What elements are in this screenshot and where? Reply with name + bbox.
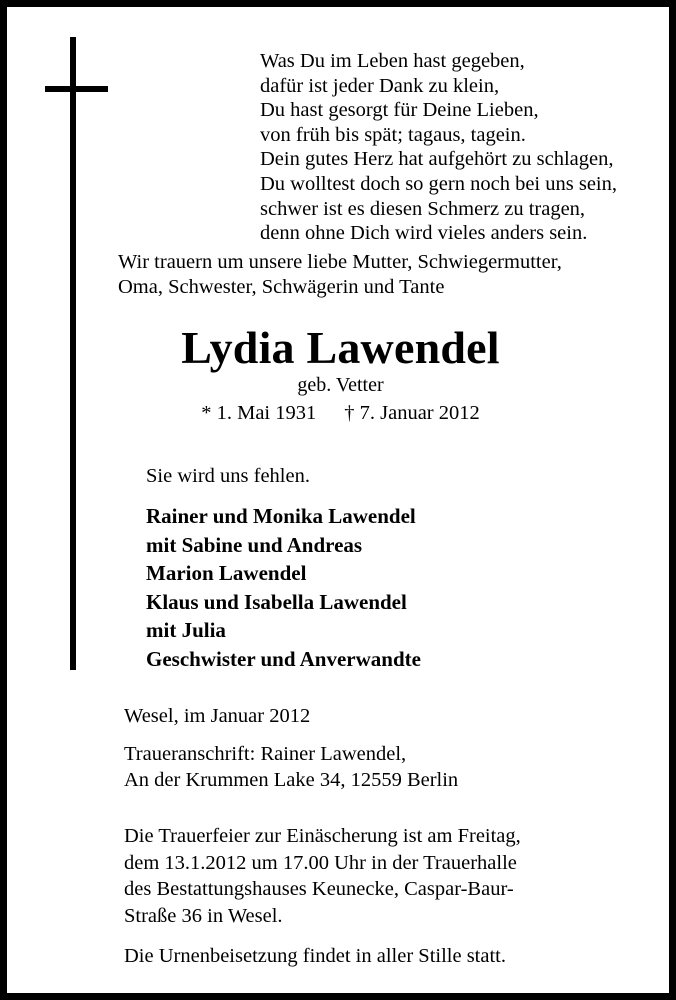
ceremony-line: Straße 36 in Wesel.: [124, 904, 283, 927]
poem-line: dafür ist jeder Dank zu klein,: [260, 74, 500, 97]
life-dates: [118, 400, 563, 427]
survivor-line: Klaus und Isabella Lawendel: [146, 589, 407, 614]
survivor-line: mit Julia: [146, 618, 226, 643]
survivor-line: Marion Lawendel: [146, 561, 307, 586]
place-and-date: Wesel, im Januar 2012: [124, 705, 311, 727]
survivor-line: Rainer und Monika Lawendel: [146, 504, 416, 528]
survivors-list: [146, 502, 421, 674]
mourning-intro-line: Wir trauern um unsere liebe Mutter, Schwiegermutter,: [118, 251, 562, 273]
cross-horizontal-bar: [45, 86, 108, 92]
death-date: † 7. Januar 2012: [344, 402, 480, 424]
poem-line: Dein gutes Herz hat aufgehört zu schlagen,: [260, 148, 614, 171]
mourning-intro-line: Oma, Schwester, Schwägerin und Tante: [118, 276, 445, 298]
poem-line: von früh bis spät; tagaus, tagein.: [260, 123, 526, 146]
deceased-name: Lydia Lawendel: [181, 322, 500, 373]
condolence-address: [124, 741, 458, 793]
memorial-poem: [260, 49, 617, 246]
survivor-line: Geschwister und Anverwandte: [146, 646, 421, 671]
ceremony-line: dem 13.1.2012 um 17.00 Uhr in der Trauerhalle: [124, 851, 517, 874]
poem-line: Du wolltest doch so gern noch bei uns sein,: [260, 172, 617, 195]
deceased-name-block: [118, 322, 563, 427]
mourning-introduction: [118, 250, 562, 300]
latin-cross-icon: [7, 7, 127, 687]
notice-inner-area: [7, 7, 669, 993]
poem-line: Du hast gesorgt für Deine Lieben,: [260, 99, 539, 122]
funeral-ceremony-details: [124, 823, 521, 929]
interment-notice: Die Urnenbeisetzung findet in aller Stille statt.: [124, 945, 506, 967]
condolence-address-line: Traueranschrift: Rainer Lawendel,: [124, 743, 407, 765]
poem-line: schwer ist es diesen Schmerz zu tragen,: [260, 197, 586, 220]
cross-vertical-bar: [70, 37, 76, 670]
poem-line: Was Du im Leben hast gegeben,: [260, 50, 525, 72]
farewell-message: Sie wird uns fehlen.: [146, 465, 310, 487]
poem-line: denn ohne Dich wird vieles anders sein.: [260, 222, 588, 245]
survivor-line: mit Sabine und Andreas: [146, 532, 363, 557]
ceremony-line: des Bestattungshauses Keunecke, Caspar-Baur-: [124, 878, 514, 900]
deceased-maiden-name: geb. Vetter: [297, 374, 384, 396]
ceremony-line: Die Trauerfeier zur Einäscherung ist am Freitag,: [124, 825, 521, 847]
condolence-address-line: An der Krummen Lake 34, 12559 Berlin: [124, 769, 459, 791]
birth-date: * 1. Mai 1931: [201, 402, 317, 424]
